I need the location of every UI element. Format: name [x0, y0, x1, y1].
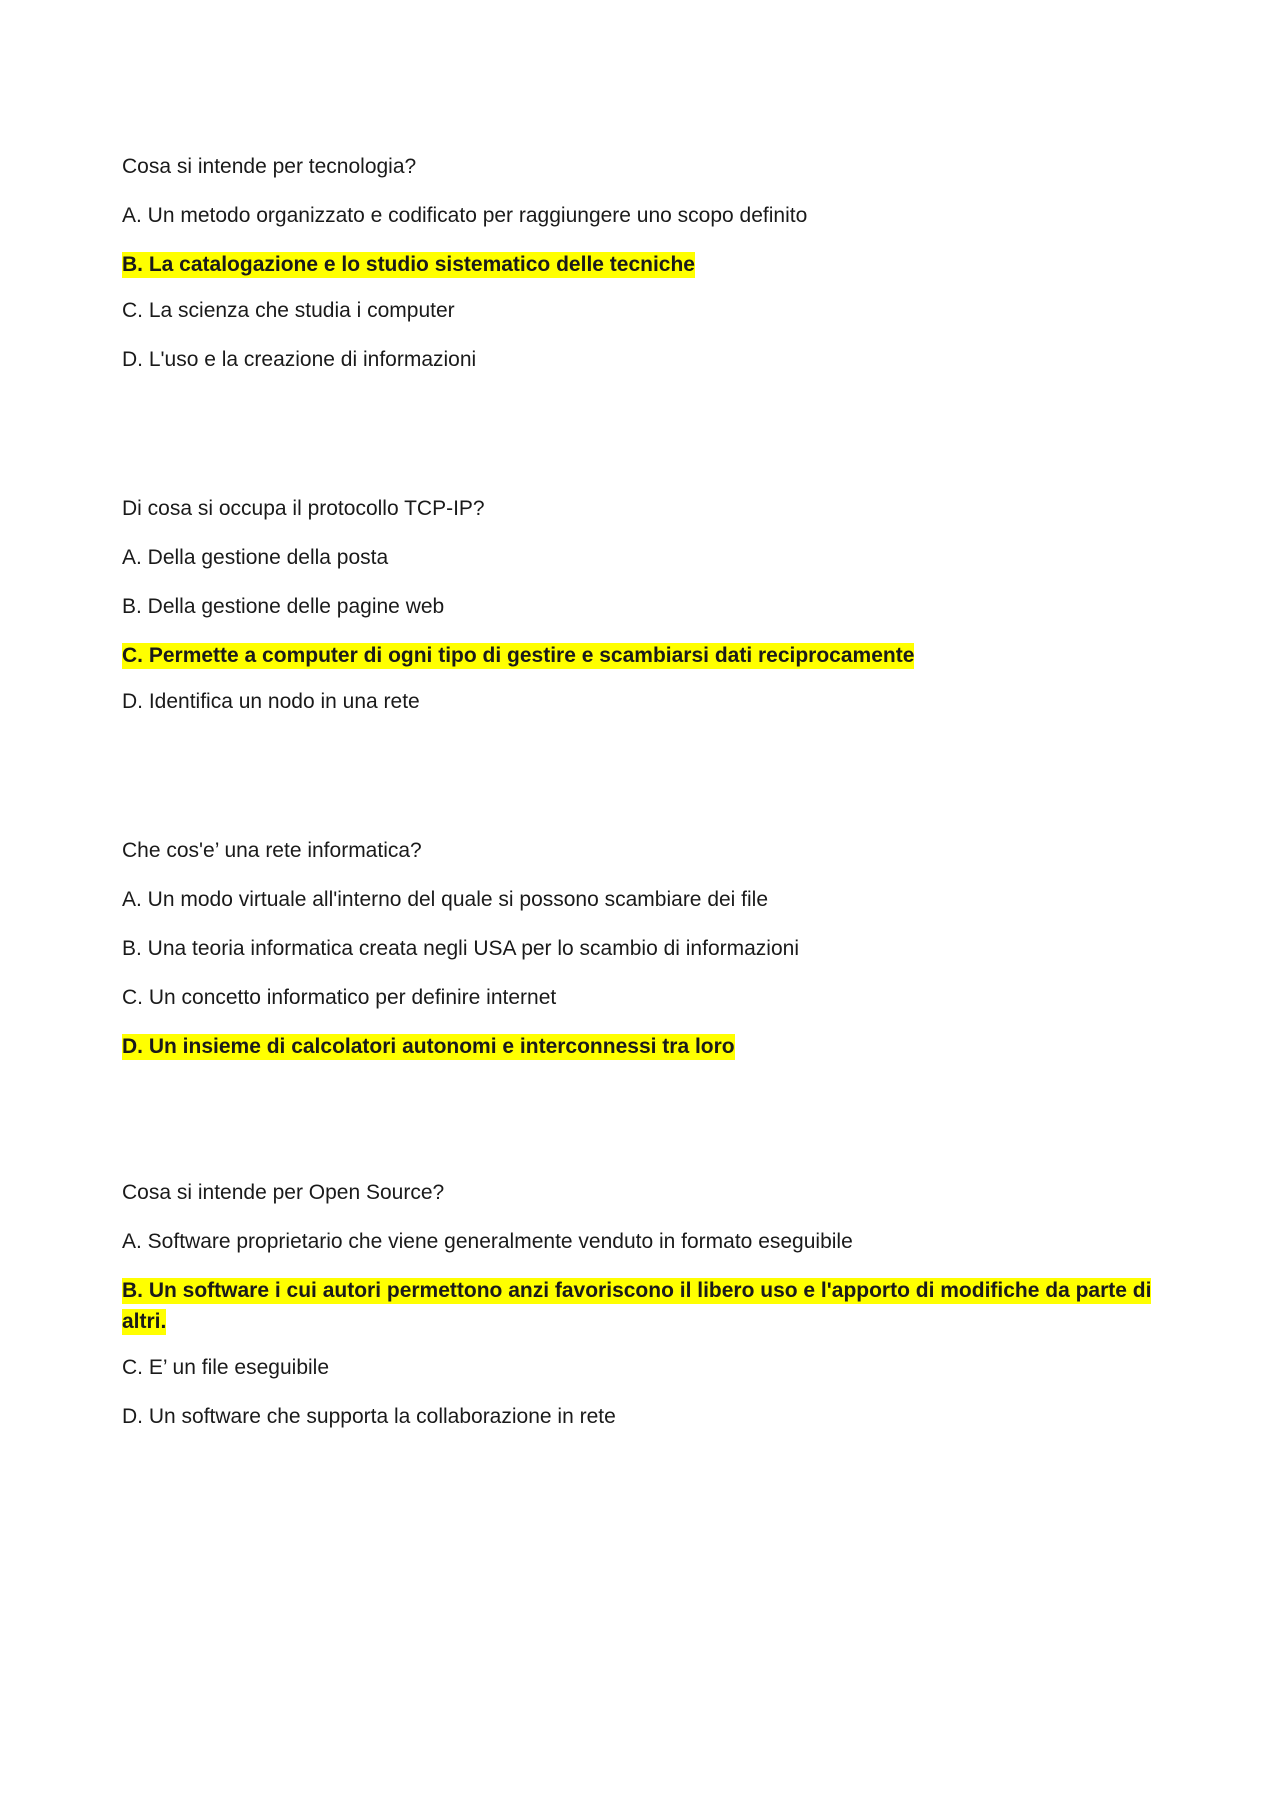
highlighted-answer: B. La catalogazione e lo studio sistematico delle tecniche	[122, 253, 695, 276]
answer-option-a: A. Un modo virtuale all'interno del quale si possono scambiare dei file	[122, 888, 769, 911]
question-block	[122, 1180, 1162, 1453]
answer-option-d: D. Un software che supporta la collaborazione in rete	[122, 1405, 616, 1428]
question-text: Che cos'e’ una rete informatica?	[122, 839, 422, 862]
answer-option-b: B. Una teoria informatica creata negli USA per lo scambio di informazioni	[122, 937, 799, 960]
question-text: Cosa si intende per Open Source?	[122, 1181, 445, 1204]
question-block	[122, 154, 1162, 396]
answer-option-c: C. La scienza che studia i computer	[122, 299, 455, 322]
answer-option-a: A. Della gestione della posta	[122, 546, 389, 569]
highlighted-answer: B. Un software i cui autori permettono anzi favoriscono il libero uso e l'apporto di modifiche da parte di altri.	[122, 1279, 1152, 1333]
answer-option-a: A. Software proprietario che viene generalmente venduto in formato eseguibile	[122, 1230, 853, 1253]
answer-option-c: C. Un concetto informatico per definire internet	[122, 986, 557, 1009]
answer-option-b-correct	[122, 249, 1162, 280]
answer-option-c: C. E’ un file eseguibile	[122, 1356, 330, 1379]
answer-option-d-correct	[122, 1031, 1162, 1062]
question-text: Cosa si intende per tecnologia?	[122, 155, 417, 178]
question-text: Di cosa si occupa il protocollo TCP-IP?	[122, 497, 485, 520]
answer-option-b-correct	[122, 1275, 1162, 1337]
answer-option-b: B. Della gestione delle pagine web	[122, 595, 445, 618]
answer-option-c-correct	[122, 640, 1162, 671]
answer-option-d: D. Identifica un nodo in una rete	[122, 690, 420, 713]
answer-option-d: D. L'uso e la creazione di informazioni	[122, 348, 477, 371]
answer-option-a: A. Un metodo organizzato e codificato per raggiungere uno scopo definito	[122, 204, 808, 227]
highlighted-answer: C. Permette a computer di ogni tipo di gestire e scambiarsi dati reciprocamente	[122, 644, 915, 667]
question-block	[122, 838, 1162, 1080]
question-block	[122, 496, 1162, 738]
highlighted-answer: D. Un insieme di calcolatori autonomi e interconnessi tra loro	[122, 1035, 735, 1058]
